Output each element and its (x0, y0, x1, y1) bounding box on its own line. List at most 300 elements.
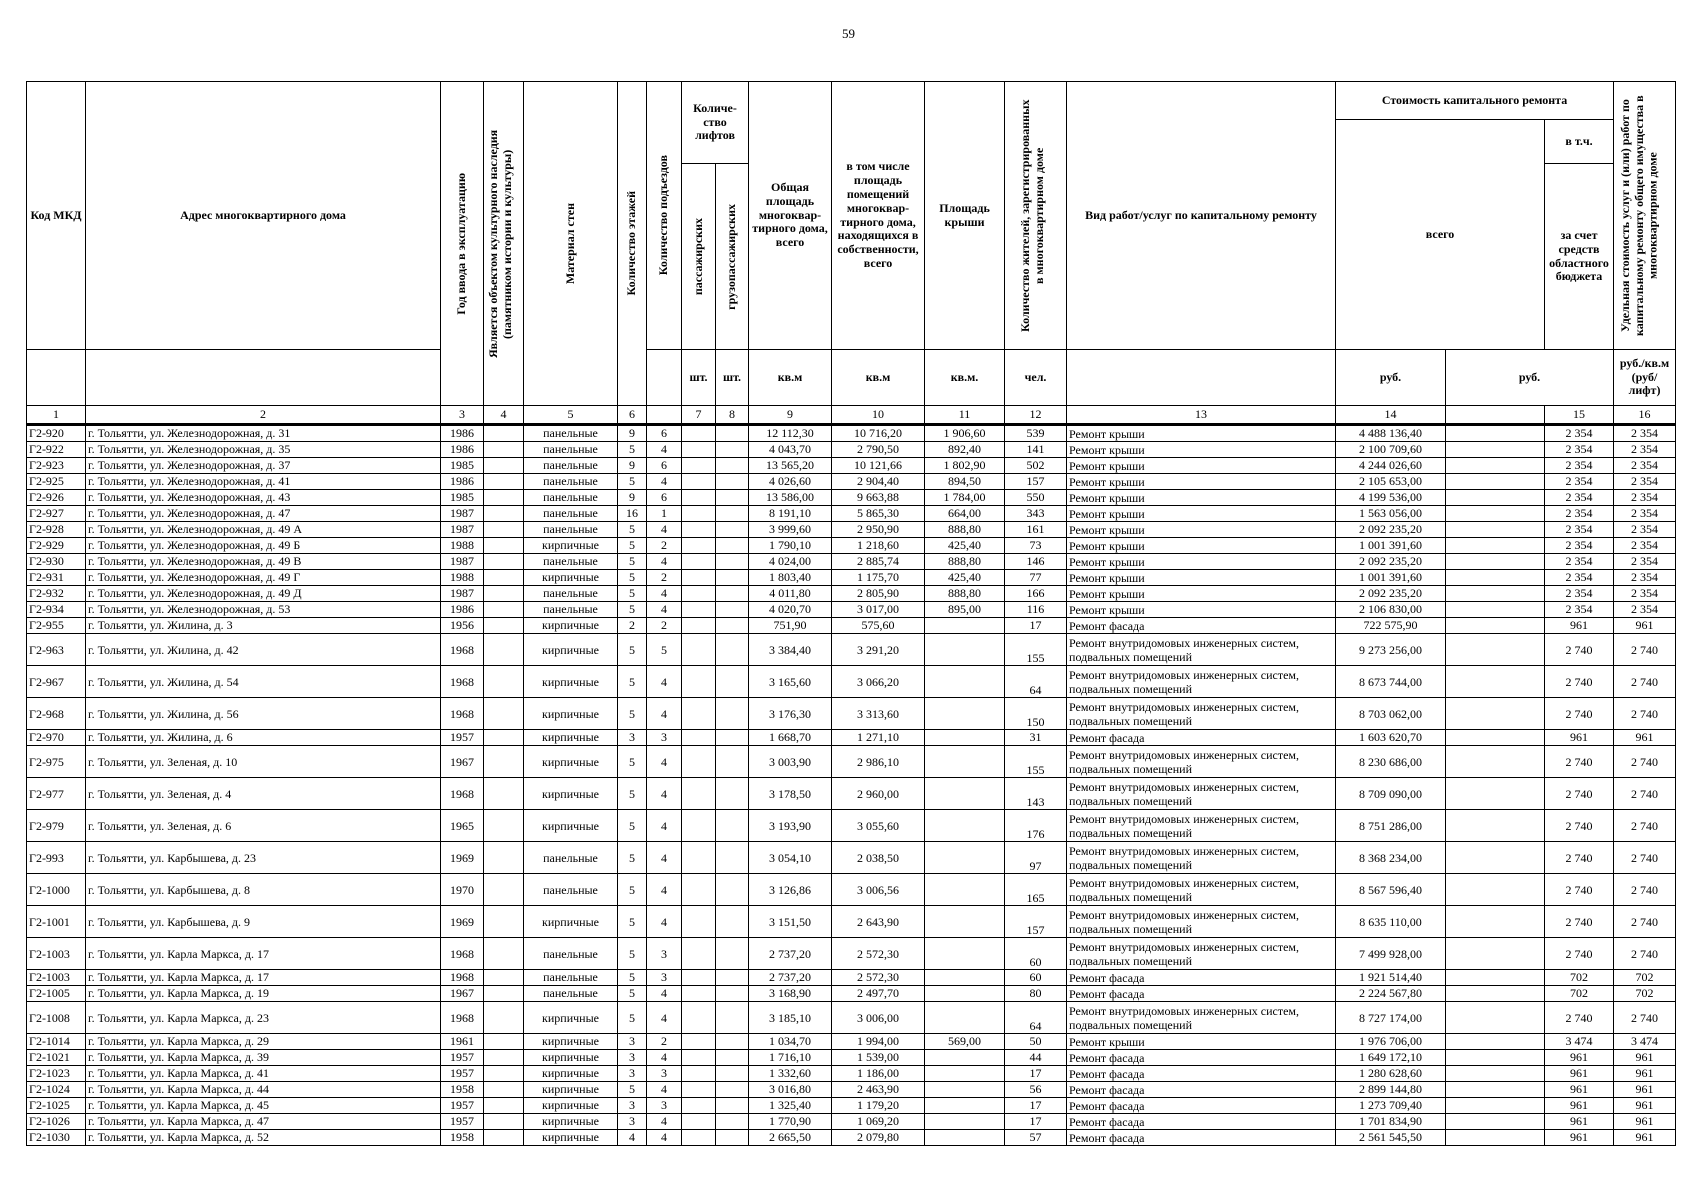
row-unit-cost: 2 740 (1545, 842, 1614, 874)
row-unit-cost: 2 354 (1545, 490, 1614, 506)
row-max-cost: 2 354 (1614, 474, 1676, 490)
row-year: 1956 (441, 618, 484, 634)
row-heritage (484, 1002, 524, 1034)
row-max-cost: 2 354 (1614, 522, 1676, 538)
row-floors: 5 (618, 586, 647, 602)
row-cost-regional (1446, 554, 1545, 570)
row-code: Г2-1014 (27, 1034, 86, 1050)
row-cost-total: 4 244 026,60 (1336, 458, 1446, 474)
row-lifts-cargo (716, 586, 749, 602)
row-unit-cost: 961 (1545, 1050, 1614, 1066)
row-roof-area: 1 784,00 (925, 490, 1005, 506)
row-owned-area: 2 572,30 (832, 938, 925, 970)
table-row (27, 442, 1676, 458)
row-lifts-cargo (716, 666, 749, 698)
row-lifts-cargo (716, 554, 749, 570)
row-material: панельные (524, 842, 618, 874)
row-unit-cost: 2 740 (1545, 634, 1614, 666)
row-entrances: 2 (647, 618, 682, 634)
row-heritage (484, 586, 524, 602)
row-lifts-cargo (716, 906, 749, 938)
row-heritage (484, 1114, 524, 1130)
row-cost-total: 2 224 567,80 (1336, 986, 1446, 1002)
row-heritage (484, 746, 524, 778)
row-lifts-cargo (716, 602, 749, 618)
row-code: Г2-967 (27, 666, 86, 698)
row-address: г. Тольятти, ул. Зеленая, д. 10 (86, 746, 441, 778)
row-total-area: 2 737,20 (749, 938, 832, 970)
row-address: г. Тольятти, ул. Жилина, д. 42 (86, 634, 441, 666)
row-material: панельные (524, 970, 618, 986)
row-address: г. Тольятти, ул. Железнодорожная, д. 31 (86, 425, 441, 442)
row-cost-regional (1446, 522, 1545, 538)
row-material: кирпичные (524, 1050, 618, 1066)
row-floors: 5 (618, 810, 647, 842)
row-floors: 5 (618, 602, 647, 618)
row-max-cost: 2 354 (1614, 586, 1676, 602)
row-address: г. Тольятти, ул. Карбышева, д. 8 (86, 874, 441, 906)
row-roof-area (925, 1082, 1005, 1098)
row-code: Г2-930 (27, 554, 86, 570)
row-max-cost: 961 (1614, 730, 1676, 746)
row-heritage (484, 1050, 524, 1066)
row-max-cost: 2 740 (1614, 938, 1676, 970)
row-address: г. Тольятти, ул. Карла Маркса, д. 39 (86, 1050, 441, 1066)
row-address: г. Тольятти, ул. Железнодорожная, д. 53 (86, 602, 441, 618)
column-number: 1 (27, 406, 86, 425)
row-material: панельные (524, 442, 618, 458)
row-lifts-cargo (716, 986, 749, 1002)
row-entrances: 4 (647, 666, 682, 698)
row-roof-area: 425,40 (925, 570, 1005, 586)
row-unit-cost: 961 (1545, 1066, 1614, 1082)
row-lifts-cargo (716, 1114, 749, 1130)
row-unit-cost: 2 354 (1545, 442, 1614, 458)
row-cost-regional (1446, 425, 1545, 442)
row-unit-cost: 2 740 (1545, 810, 1614, 842)
row-cost-regional (1446, 1002, 1545, 1034)
row-max-cost: 2 740 (1614, 1002, 1676, 1034)
row-heritage (484, 442, 524, 458)
row-heritage (484, 1034, 524, 1050)
row-cost-total: 2 092 235,20 (1336, 554, 1446, 570)
header-owned-area: в том числе площадь помещений многоквар-тирного дома, находящихся в собственности, всего (832, 82, 925, 350)
table-row (27, 490, 1676, 506)
row-code: Г2-1023 (27, 1066, 86, 1082)
row-roof-area: 425,40 (925, 538, 1005, 554)
row-year: 1987 (441, 586, 484, 602)
row-floors: 5 (618, 554, 647, 570)
row-residents: 155 (1005, 634, 1067, 666)
row-entrances: 4 (647, 586, 682, 602)
row-floors: 3 (618, 1114, 647, 1130)
row-address: г. Тольятти, ул. Карла Маркса, д. 44 (86, 1082, 441, 1098)
column-number: 10 (832, 406, 925, 425)
row-work-type: Ремонт крыши (1067, 506, 1336, 522)
row-cost-regional (1446, 442, 1545, 458)
row-heritage (484, 506, 524, 522)
row-roof-area: 894,50 (925, 474, 1005, 490)
row-material: панельные (524, 425, 618, 442)
row-cost-total: 8 567 596,40 (1336, 874, 1446, 906)
row-address: г. Тольятти, ул. Карбышева, д. 23 (86, 842, 441, 874)
row-cost-regional (1446, 970, 1545, 986)
row-entrances: 6 (647, 490, 682, 506)
row-unit-cost: 2 354 (1545, 474, 1614, 490)
row-residents: 165 (1005, 874, 1067, 906)
row-floors: 5 (618, 1082, 647, 1098)
header-year: Год ввода в эксплуатацию (454, 172, 469, 315)
row-owned-area: 575,60 (832, 618, 925, 634)
row-max-cost: 2 354 (1614, 538, 1676, 554)
row-unit-cost: 961 (1545, 1114, 1614, 1130)
row-total-area: 3 016,80 (749, 1082, 832, 1098)
row-lifts-passenger (682, 842, 716, 874)
header-lifts-passenger: пассажирских (690, 217, 705, 296)
row-lifts-cargo (716, 570, 749, 586)
row-entrances: 4 (647, 554, 682, 570)
row-total-area: 3 176,30 (749, 698, 832, 730)
row-cost-total: 8 368 234,00 (1336, 842, 1446, 874)
row-residents: 166 (1005, 586, 1067, 602)
row-residents: 73 (1005, 538, 1067, 554)
table-row (27, 970, 1676, 986)
table-row (27, 746, 1676, 778)
row-floors: 9 (618, 458, 647, 474)
row-roof-area: 1 906,60 (925, 425, 1005, 442)
row-code: Г2-955 (27, 618, 86, 634)
row-material: кирпичные (524, 1082, 618, 1098)
row-roof-area (925, 810, 1005, 842)
row-floors: 16 (618, 506, 647, 522)
row-roof-area (925, 906, 1005, 938)
row-year: 1987 (441, 554, 484, 570)
row-cost-total: 8 703 062,00 (1336, 698, 1446, 730)
row-address: г. Тольятти, ул. Карла Маркса, д. 41 (86, 1066, 441, 1082)
row-work-type: Ремонт фасада (1067, 618, 1336, 634)
row-cost-regional (1446, 1114, 1545, 1130)
row-code: Г2-922 (27, 442, 86, 458)
row-max-cost: 961 (1614, 1130, 1676, 1146)
row-unit-cost: 2 354 (1545, 458, 1614, 474)
row-material: кирпичные (524, 1066, 618, 1082)
column-number: 15 (1545, 406, 1614, 425)
row-lifts-passenger (682, 906, 716, 938)
row-address: г. Тольятти, ул. Зеленая, д. 6 (86, 810, 441, 842)
row-owned-area: 2 805,90 (832, 586, 925, 602)
row-year: 1985 (441, 458, 484, 474)
row-unit-cost: 2 740 (1545, 666, 1614, 698)
row-material: кирпичные (524, 698, 618, 730)
row-heritage (484, 458, 524, 474)
row-lifts-passenger (682, 490, 716, 506)
row-cost-total: 8 751 286,00 (1336, 810, 1446, 842)
row-address: г. Тольятти, ул. Железнодорожная, д. 37 (86, 458, 441, 474)
row-total-area: 4 043,70 (749, 442, 832, 458)
row-cost-regional (1446, 490, 1545, 506)
row-address: г. Тольятти, ул. Карла Маркса, д. 45 (86, 1098, 441, 1114)
row-unit-cost: 2 740 (1545, 874, 1614, 906)
unit-cost-per-m2: руб./кв.м (руб/лифт) (1614, 350, 1676, 406)
row-residents: 17 (1005, 1098, 1067, 1114)
row-lifts-cargo (716, 1050, 749, 1066)
row-owned-area: 2 463,90 (832, 1082, 925, 1098)
row-total-area: 751,90 (749, 618, 832, 634)
row-cost-total: 8 727 174,00 (1336, 1002, 1446, 1034)
header-material: Материал стен (562, 203, 577, 285)
row-max-cost: 2 354 (1614, 602, 1676, 618)
row-material: панельные (524, 938, 618, 970)
row-year: 1970 (441, 874, 484, 906)
row-code: Г2-963 (27, 634, 86, 666)
row-cost-total: 1 921 514,40 (1336, 970, 1446, 986)
row-owned-area: 2 497,70 (832, 986, 925, 1002)
row-total-area: 4 011,80 (749, 586, 832, 602)
row-cost-regional (1446, 874, 1545, 906)
row-work-type: Ремонт крыши (1067, 490, 1336, 506)
row-code: Г2-993 (27, 842, 86, 874)
row-roof-area: 892,40 (925, 442, 1005, 458)
row-roof-area (925, 970, 1005, 986)
row-unit-cost: 702 (1545, 986, 1614, 1002)
row-residents: 161 (1005, 522, 1067, 538)
column-number: 8 (716, 406, 749, 425)
column-number: 4 (484, 406, 524, 425)
table-row (27, 986, 1676, 1002)
row-cost-regional (1446, 1050, 1545, 1066)
table-row (27, 1002, 1676, 1034)
row-material: панельные (524, 586, 618, 602)
table-row (27, 474, 1676, 490)
row-lifts-passenger (682, 1130, 716, 1146)
row-cost-total: 2 092 235,20 (1336, 586, 1446, 602)
row-roof-area: 888,80 (925, 554, 1005, 570)
row-max-cost: 2 354 (1614, 554, 1676, 570)
row-code: Г2-1008 (27, 1002, 86, 1034)
row-address: г. Тольятти, ул. Железнодорожная, д. 35 (86, 442, 441, 458)
row-owned-area: 3 055,60 (832, 810, 925, 842)
row-cost-total: 8 635 110,00 (1336, 906, 1446, 938)
row-lifts-passenger (682, 778, 716, 810)
row-owned-area: 2 986,10 (832, 746, 925, 778)
column-number: 12 (1005, 406, 1067, 425)
row-residents: 157 (1005, 906, 1067, 938)
row-cost-regional (1446, 1066, 1545, 1082)
row-lifts-cargo (716, 1098, 749, 1114)
row-cost-total: 1 273 709,40 (1336, 1098, 1446, 1114)
row-roof-area (925, 730, 1005, 746)
row-residents: 150 (1005, 698, 1067, 730)
row-address: г. Тольятти, ул. Железнодорожная, д. 49 В (86, 554, 441, 570)
row-entrances: 5 (647, 634, 682, 666)
row-roof-area (925, 874, 1005, 906)
row-address: г. Тольятти, ул. Карла Маркса, д. 29 (86, 1034, 441, 1050)
row-cost-total: 1 001 391,60 (1336, 570, 1446, 586)
row-heritage (484, 810, 524, 842)
row-unit-cost: 2 354 (1545, 506, 1614, 522)
row-unit-cost: 2 740 (1545, 698, 1614, 730)
row-entrances: 4 (647, 474, 682, 490)
row-lifts-passenger (682, 730, 716, 746)
row-year: 1957 (441, 1114, 484, 1130)
row-cost-total: 9 273 256,00 (1336, 634, 1446, 666)
row-floors: 5 (618, 538, 647, 554)
row-code: Г2-1000 (27, 874, 86, 906)
row-material: кирпичные (524, 906, 618, 938)
row-lifts-cargo (716, 425, 749, 442)
row-heritage (484, 730, 524, 746)
header-cost-total: всего (1336, 120, 1545, 350)
row-floors: 5 (618, 970, 647, 986)
row-floors: 5 (618, 698, 647, 730)
row-cost-regional (1446, 810, 1545, 842)
row-max-cost: 961 (1614, 1114, 1676, 1130)
table-row (27, 1050, 1676, 1066)
row-max-cost: 2 354 (1614, 442, 1676, 458)
row-lifts-cargo (716, 474, 749, 490)
table-body (27, 425, 1676, 1146)
row-total-area: 3 151,50 (749, 906, 832, 938)
row-work-type: Ремонт крыши (1067, 458, 1336, 474)
row-cost-total: 1 563 056,00 (1336, 506, 1446, 522)
row-year: 1965 (441, 810, 484, 842)
row-code: Г2-929 (27, 538, 86, 554)
row-lifts-passenger (682, 666, 716, 698)
row-roof-area (925, 778, 1005, 810)
row-total-area: 1 325,40 (749, 1098, 832, 1114)
row-material: кирпичные (524, 1130, 618, 1146)
row-unit-cost: 2 354 (1545, 538, 1614, 554)
row-max-cost: 961 (1614, 618, 1676, 634)
row-unit-cost: 2 354 (1545, 554, 1614, 570)
row-lifts-passenger (682, 586, 716, 602)
row-work-type: Ремонт внутридомовых инженерных систем, подвальных помещений (1067, 906, 1336, 938)
row-max-cost: 2 354 (1614, 506, 1676, 522)
row-material: панельные (524, 874, 618, 906)
row-owned-area: 2 885,74 (832, 554, 925, 570)
table-row (27, 698, 1676, 730)
table-row (27, 634, 1676, 666)
row-code: Г2-1024 (27, 1082, 86, 1098)
row-cost-total: 7 499 928,00 (1336, 938, 1446, 970)
row-cost-regional (1446, 474, 1545, 490)
row-material: кирпичные (524, 570, 618, 586)
unit-area: кв.м. (925, 350, 1005, 406)
row-unit-cost: 3 474 (1545, 1034, 1614, 1050)
row-residents: 60 (1005, 938, 1067, 970)
row-entrances: 4 (647, 746, 682, 778)
row-unit-cost: 961 (1545, 730, 1614, 746)
row-year: 1969 (441, 842, 484, 874)
row-cost-total: 2 561 545,50 (1336, 1130, 1446, 1146)
row-lifts-passenger (682, 442, 716, 458)
row-material: кирпичные (524, 1098, 618, 1114)
row-cost-total: 8 709 090,00 (1336, 778, 1446, 810)
row-cost-regional (1446, 1034, 1545, 1050)
row-roof-area (925, 634, 1005, 666)
row-total-area: 1 034,70 (749, 1034, 832, 1050)
row-work-type: Ремонт внутридомовых инженерных систем, подвальных помещений (1067, 698, 1336, 730)
column-number: 3 (441, 406, 484, 425)
row-work-type: Ремонт крыши (1067, 586, 1336, 602)
row-code: Г2-925 (27, 474, 86, 490)
header-floors: Количество этажей (624, 191, 639, 296)
row-lifts-passenger (682, 1034, 716, 1050)
table-row (27, 570, 1676, 586)
row-entrances: 3 (647, 1098, 682, 1114)
row-owned-area: 10 121,66 (832, 458, 925, 474)
row-cost-regional (1446, 1130, 1545, 1146)
row-lifts-cargo (716, 538, 749, 554)
table-row (27, 1066, 1676, 1082)
row-entrances: 4 (647, 1050, 682, 1066)
table-row (27, 522, 1676, 538)
row-work-type: Ремонт фасада (1067, 1098, 1336, 1114)
row-entrances: 4 (647, 874, 682, 906)
row-owned-area: 2 572,30 (832, 970, 925, 986)
row-floors: 5 (618, 906, 647, 938)
row-lifts-cargo (716, 618, 749, 634)
row-lifts-cargo (716, 458, 749, 474)
row-heritage (484, 698, 524, 730)
row-year: 1988 (441, 570, 484, 586)
row-material: кирпичные (524, 1034, 618, 1050)
row-work-type: Ремонт внутридомовых инженерных систем, подвальных помещений (1067, 778, 1336, 810)
row-material: панельные (524, 554, 618, 570)
header-lifts: Количе-ство лифтов (682, 82, 749, 164)
row-year: 1967 (441, 746, 484, 778)
table-row (27, 1082, 1676, 1098)
column-numbers-row (27, 406, 1676, 425)
row-floors: 3 (618, 1050, 647, 1066)
row-material: кирпичные (524, 538, 618, 554)
table-row (27, 506, 1676, 522)
row-entrances: 3 (647, 1066, 682, 1082)
row-year: 1968 (441, 778, 484, 810)
row-material: кирпичные (524, 666, 618, 698)
row-lifts-cargo (716, 1034, 749, 1050)
row-total-area: 13 565,20 (749, 458, 832, 474)
row-total-area: 3 999,60 (749, 522, 832, 538)
row-owned-area: 3 006,56 (832, 874, 925, 906)
row-owned-area: 1 218,60 (832, 538, 925, 554)
row-heritage (484, 602, 524, 618)
row-cost-total: 2 105 653,00 (1336, 474, 1446, 490)
row-code: Г2-1001 (27, 906, 86, 938)
row-floors: 5 (618, 1002, 647, 1034)
row-code: Г2-1003 (27, 938, 86, 970)
row-work-type: Ремонт крыши (1067, 538, 1336, 554)
row-unit-cost: 961 (1545, 1130, 1614, 1146)
row-address: г. Тольятти, ул. Жилина, д. 6 (86, 730, 441, 746)
row-year: 1957 (441, 1098, 484, 1114)
row-address: г. Тольятти, ул. Железнодорожная, д. 43 (86, 490, 441, 506)
row-lifts-cargo (716, 1082, 749, 1098)
row-residents: 57 (1005, 1130, 1067, 1146)
row-owned-area: 9 663,88 (832, 490, 925, 506)
row-owned-area: 1 539,00 (832, 1050, 925, 1066)
row-code: Г2-934 (27, 602, 86, 618)
row-unit-cost: 2 740 (1545, 778, 1614, 810)
row-entrances: 3 (647, 938, 682, 970)
unit-pcs: шт. (716, 350, 749, 406)
row-unit-cost: 2 740 (1545, 906, 1614, 938)
row-owned-area: 1 175,70 (832, 570, 925, 586)
row-work-type: Ремонт внутридомовых инженерных систем, подвальных помещений (1067, 842, 1336, 874)
row-address: г. Тольятти, ул. Карла Маркса, д. 19 (86, 986, 441, 1002)
row-cost-regional (1446, 778, 1545, 810)
row-year: 1957 (441, 1066, 484, 1082)
